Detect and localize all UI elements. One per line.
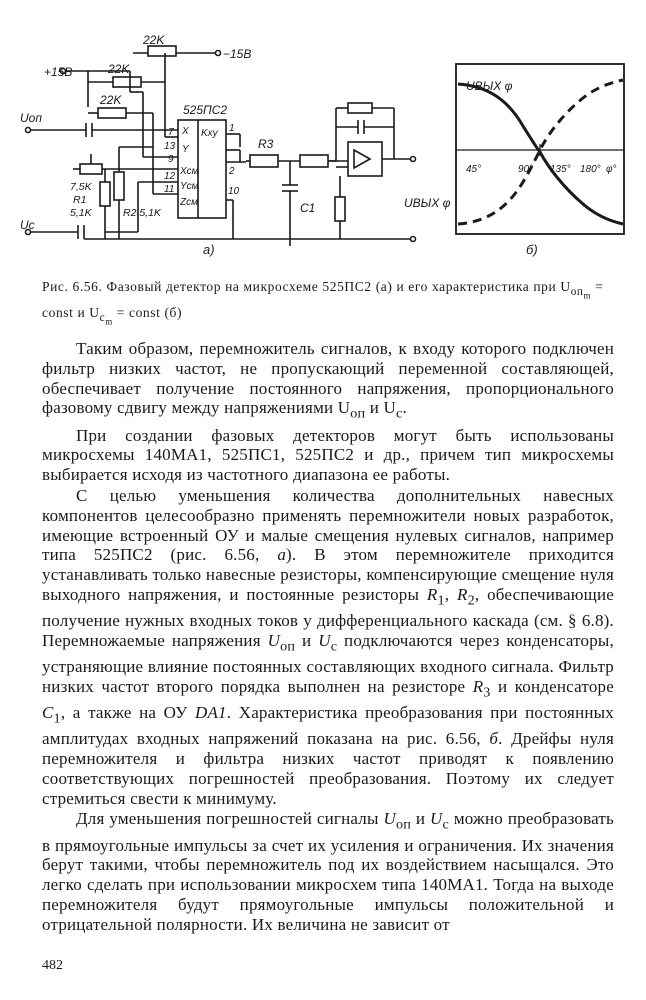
chip-zcm: Zсм	[180, 197, 198, 208]
label-r1: R1	[73, 194, 87, 206]
pin-11: 11	[164, 184, 175, 195]
tick-90: 90°	[518, 164, 534, 175]
resistor-r2	[114, 172, 124, 200]
label-r2: R2 5,1K	[123, 207, 161, 219]
tick-180: 180°	[580, 164, 601, 175]
chip-ycm: Yсм	[180, 181, 199, 192]
pin-2: 2	[229, 166, 235, 177]
resistor-22k-mid	[113, 77, 141, 87]
pin-7: 7	[168, 127, 174, 138]
tick-45: 45°	[466, 164, 482, 175]
label-r3: R3	[258, 137, 274, 151]
resistor-filter-2	[300, 155, 328, 167]
label-uop: Uоп	[20, 111, 42, 125]
label-r22k-mid: 22K	[108, 62, 130, 76]
figure-6-56	[18, 22, 633, 274]
resistor-opamp-bias	[335, 197, 345, 221]
label-uvyx: UВЫХ φ	[404, 196, 451, 210]
label-r1-value: 5,1K	[70, 207, 92, 219]
label-r22k-low: 22K	[100, 93, 122, 107]
label-uc: Uc	[20, 218, 35, 232]
chip-y: Y	[182, 144, 189, 155]
label-plus15: +15B	[44, 65, 73, 79]
pin-9: 9	[168, 154, 174, 165]
figure-caption: Рис. 6.56. Фазовый детектор на микросхеме 525ПС2 (а) и его характеристика при $U_{оп_m}$ = const и $U_{c_m}$ = const (б)	[42, 279, 604, 326]
pin-12: 12	[164, 171, 176, 182]
graph-title: UВЫХ φ	[466, 79, 513, 93]
pin-13: 13	[164, 141, 176, 152]
paragraph-2: При создании фазовых детекторов могут быть использованы микросхемы 140МА1, 525ПС1, 525ПС2 и др., причем тип микросхемы выбирается исходя из частотного диапазона ее работы.	[42, 425, 614, 485]
label-c1: C1	[300, 201, 316, 215]
pin-10: 10	[228, 186, 240, 197]
paragraph-3: С целью уменьшения количества дополнительных навесных компонентов целесообразно применять перемножители новых разработок, имеющие встроенный ОУ и малые смещения нулевых сигналов, например типа 525ПС2 (рис. 6.56, а). В этом перемножителе приходится устанавливать только навесные резисторы, компенсирующие смещение нуля выходного напряжения, и постоянные резисторы $R_1$, $R_2$, обеспечивающие получение нужных входных токов у дифференциального каскада (см. § 6.8). Перемножаемые напряжения $U_{оп}$ и $U_с$ подключаются через конденсаторы, устраняющие влияние постоянных составляющих входного сигнала. Фильтр низких частот второго порядка выполнен на резисторе $R_3$ и конденсаторе $C_1$, а также на ОУ DA1. Характеристика преобразования при постоянных амплитудах входных напряжений показана на рис. 6.56, б. Дрейфы нуля перемножителя и фильтра низких частот приводят к появлению соответствующих погрешностей преобразования. Поэтому их следует стремиться свести к минимуму.	[42, 485, 615, 808]
resistor-22k-top	[148, 46, 176, 56]
chip-xcm: Xсм	[180, 166, 199, 177]
tick-135: 135°	[550, 164, 571, 175]
paragraph-4: Для уменьшения погрешностей сигналы $U_{оп}$ и $U_с$ можно преобразовать в прямоугольные импульсы за счет их усиления и ограничения. Их значения берут такими, чтобы перемножитель под их воздействием насыщался. Это легко сделать при использовании микросхем типа 140МА1. Тогда на выходе перемножителя будут прямоугольные импульсы положительной и отрицательной полярности. Их величина не зависит от	[42, 809, 614, 934]
resistor-r1	[100, 182, 110, 206]
chip-kxy: Kxy	[201, 128, 218, 139]
page-number: 482	[42, 958, 63, 973]
label-r22k-top: 22K	[143, 33, 165, 47]
label-fig-a: а)	[203, 242, 215, 257]
pin-1: 1	[229, 123, 235, 134]
label-fig-b: б)	[526, 242, 538, 257]
resistor-r3	[250, 155, 278, 167]
resistor-7-5k	[80, 164, 102, 174]
body-text	[42, 339, 614, 935]
op-amp-da1	[348, 142, 382, 176]
resistor-22k-low	[98, 108, 126, 118]
label-7-5k: 7,5K	[70, 181, 92, 193]
axis-phi: φ°	[606, 164, 617, 175]
label-minus15: −15B	[223, 47, 252, 61]
resistor-feedback	[348, 103, 372, 113]
paragraph-1: Таким образом, перемножитель сигналов, к входу которого подключен фильтр низких частот, не пропускающий переменной составляющей, обеспечивает получение постоянного напряжения, пропорционального фазовому сдвигу между напряжениями $U_{оп}$ и $U_с$.	[42, 339, 614, 422]
label-chip: 525ПС2	[183, 103, 228, 117]
chip-x: X	[182, 126, 189, 137]
